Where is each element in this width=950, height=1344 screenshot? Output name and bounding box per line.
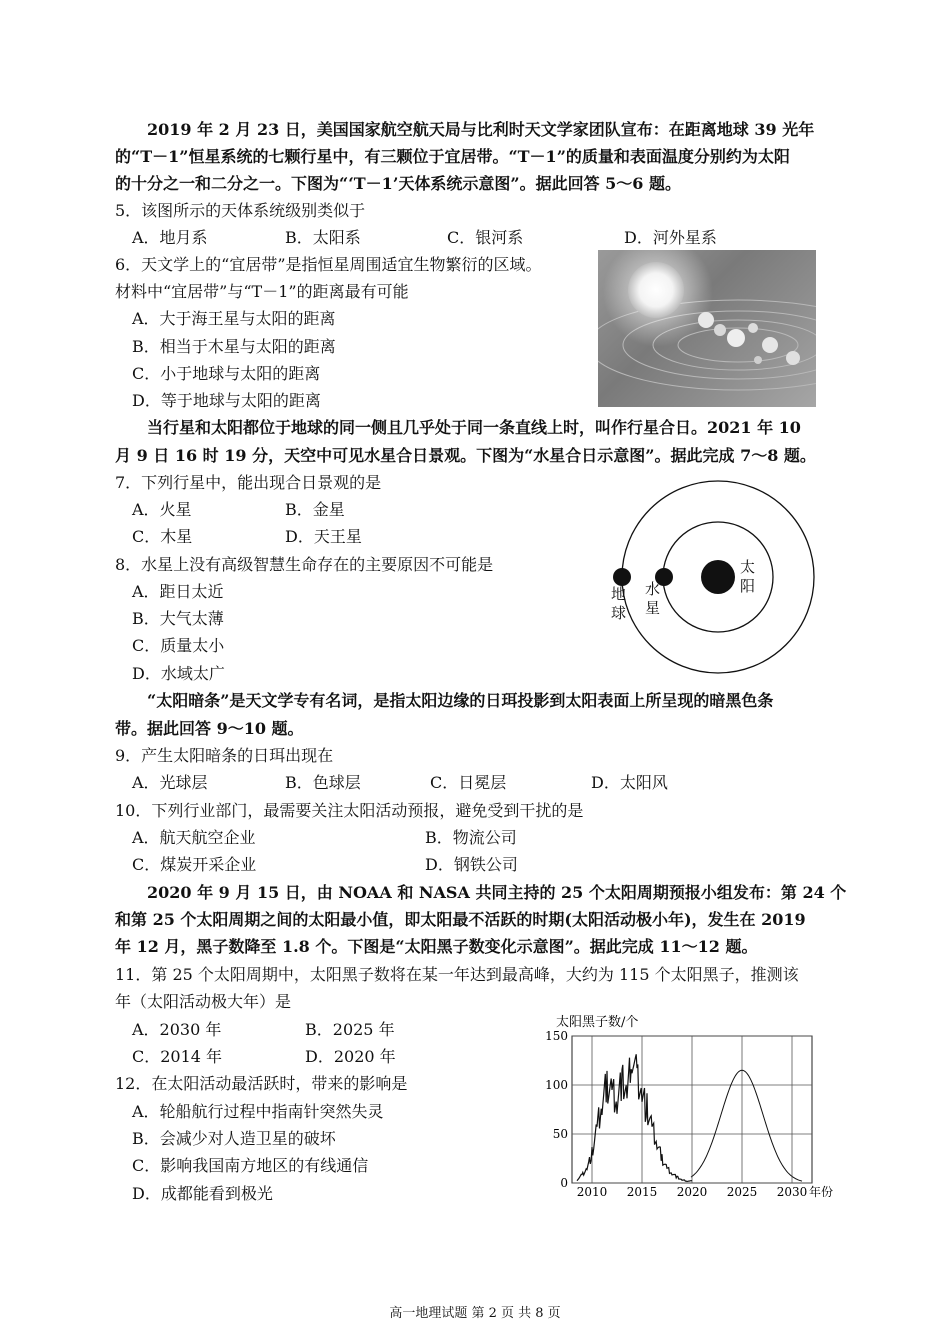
option-b[interactable]: B．太阳系 (285, 228, 361, 247)
x-tick-label: 2010 (576, 1185, 608, 1199)
question-stem: 5．该图所示的天体系统级别类似于 (115, 201, 366, 220)
intro-text: 年 12 月，黑子数降至 1.8 个。下图是“太阳黑子数变化示意图”。据此完成 11～12 题。 (115, 937, 758, 956)
y-tick-label: 50 (552, 1127, 568, 1141)
option-d[interactable]: D．天王星 (285, 527, 362, 546)
question-stem: 年（太阳活动极大年）是 (115, 992, 292, 1011)
option-b[interactable]: B．2025 年 (305, 1020, 395, 1039)
option-a[interactable]: A．地月系 (132, 228, 208, 247)
question-stem: 7．下列行星中，能出现合日景观的是 (115, 473, 382, 492)
intro-text: 带。据此回答 9～10 题。 (115, 719, 304, 738)
sun-label: 太阳 (740, 558, 756, 595)
y-tick-label: 100 (545, 1078, 568, 1092)
question-stem: 材料中“宜居带”与“T－1”的距离最有可能 (115, 282, 409, 301)
intro-text: 2019 年 2 月 23 日，美国国家航空航天局与比利时天文学家团队宣布：在距离地球 39 光年 (147, 120, 815, 139)
sunspot-chart (520, 1008, 840, 1203)
option-d[interactable]: D．成都能看到极光 (132, 1184, 273, 1203)
predicted-series-line (691, 1070, 802, 1181)
mercury-label: 水星 (645, 580, 661, 617)
option-b[interactable]: B．大气太薄 (132, 609, 224, 628)
option-c[interactable]: C．煤炭开采企业 (132, 855, 257, 874)
y-axis-label: 太阳黑子数/个 (556, 1015, 639, 1030)
intro-text: 的十分之一和二分之一。下图为“‘T－1’天体系统示意图”。据此回答 5～6 题。 (115, 174, 681, 193)
question-stem: 10．下列行业部门，最需要关注太阳活动预报，避免受到干扰的是 (115, 801, 584, 820)
earth-icon (613, 568, 631, 586)
x-tick-label: 2030 (776, 1185, 808, 1199)
x-tick-label: 2025 (726, 1185, 758, 1199)
option-c[interactable]: C．小于地球与太阳的距离 (132, 364, 321, 383)
question-stem: 12．在太阳活动最活跃时，带来的影响是 (115, 1074, 408, 1093)
intro-text: 的“T－1”恒星系统的七颗行星中，有三颗位于宜居带。“T－1”的质量和表面温度分别约为太阳 (115, 147, 790, 166)
option-c[interactable]: C．影响我国南方地区的有线通信 (132, 1156, 369, 1175)
option-d[interactable]: D．水域太广 (132, 664, 225, 683)
x-axis-label: 年份 (809, 1185, 834, 1199)
option-d[interactable]: D．2020 年 (305, 1047, 396, 1066)
option-b[interactable]: B．相当于木星与太阳的距离 (132, 337, 336, 356)
option-a[interactable]: A．2030 年 (132, 1020, 222, 1039)
option-c[interactable]: C．2014 年 (132, 1047, 223, 1066)
option-a[interactable]: A．火星 (132, 500, 192, 519)
option-b[interactable]: B．会减少对人造卫星的破坏 (132, 1129, 336, 1148)
question-stem: 8．水星上没有高级智慧生命存在的主要原因不可能是 (115, 555, 494, 574)
intro-text: 当行星和太阳都位于地球的同一侧且几乎处于同一条直线上时，叫作行星合日。2021 年 10 (147, 418, 801, 437)
mercury-conjunction-diagram (600, 474, 850, 674)
earth-label: 地球 (611, 585, 627, 622)
option-d[interactable]: D．太阳风 (591, 773, 668, 792)
option-c[interactable]: C．质量太小 (132, 636, 225, 655)
y-tick-label: 150 (545, 1029, 568, 1043)
option-a[interactable]: A．距日太近 (132, 582, 224, 601)
option-c[interactable]: C．日冕层 (430, 773, 507, 792)
option-a[interactable]: A．光球层 (132, 773, 208, 792)
option-a[interactable]: A．大于海王星与太阳的距离 (132, 309, 336, 328)
question-stem: 6．天文学上的“宜居带”是指恒星周围适宜生物繁衍的区域。 (115, 255, 542, 274)
page-footer: 高一地理试题 第 2 页 共 8 页 (389, 1306, 561, 1321)
option-a[interactable]: A．航天航空企业 (132, 828, 256, 847)
intro-text: “太阳暗条”是天文学专有名词，是指太阳边缘的日珥投影到太阳表面上所呈现的暗黑色条 (147, 691, 774, 710)
option-d[interactable]: D．等于地球与太阳的距离 (132, 391, 321, 410)
observed-series-line (577, 1054, 692, 1181)
t1-system-illustration (598, 250, 816, 407)
option-d[interactable]: D．钢铁公司 (425, 855, 518, 874)
intro-text: 2020 年 9 月 15 日，由 NOAA 和 NASA 共同主持的 25 个太阳周期预报小组发布：第 24 个 (147, 883, 847, 902)
option-b[interactable]: B．物流公司 (425, 828, 517, 847)
option-c[interactable]: C．木星 (132, 527, 193, 546)
option-c[interactable]: C．银河系 (447, 228, 524, 247)
x-tick-label: 2015 (626, 1185, 658, 1199)
y-tick-label: 0 (560, 1176, 568, 1190)
option-b[interactable]: B．金星 (285, 500, 345, 519)
sun-icon (701, 560, 735, 594)
option-b[interactable]: B．色球层 (285, 773, 361, 792)
x-tick-label: 2020 (676, 1185, 708, 1199)
option-a[interactable]: A．轮船航行过程中指南针突然失灵 (132, 1102, 384, 1121)
intro-text: 和第 25 个太阳周期之间的太阳最小值，即太阳最不活跃的时期(太阳活动极小年)，发生在 2019 (115, 910, 806, 929)
intro-text: 月 9 日 16 时 19 分，天空中可见水星合日景观。下图为“水星合日示意图”。据此完成 7～8 题。 (115, 446, 816, 465)
question-stem: 11．第 25 个太阳周期中，太阳黑子数将在某一年达到最高峰，大约为 115 个太阳黑子，推测该 (115, 965, 799, 984)
option-d[interactable]: D．河外星系 (624, 228, 717, 247)
question-stem: 9．产生太阳暗条的日珥出现在 (115, 746, 334, 765)
